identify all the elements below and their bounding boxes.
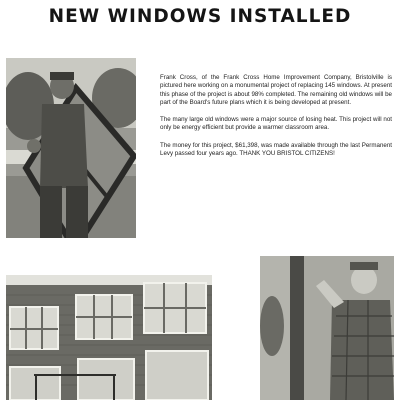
article-paragraph: The money for this project, $61,398, was made available through the last Permanent Levy passed four years ago. THANK YOU BRISTOL CITIZENS!	[160, 141, 392, 158]
photo-school-building	[6, 275, 212, 400]
photo-man-carrying-window	[6, 58, 136, 238]
article-paragraph: Frank Cross, of the Frank Cross Home Improvement Company, Bristolville is pictured here working on a monumental project of replacing 145 windows. At present this phase of the project is about 98% completed. The remaining old windows will be part of the Board's future plans which it is being developed at present.	[160, 74, 392, 106]
article-text	[160, 74, 392, 167]
page-headline: NEW WINDOWS INSTALLED	[48, 6, 352, 27]
photo-man-installing-window	[260, 256, 394, 400]
article-paragraph: The many large old windows were a major source of losing heat. This project will not only be energy efficient but provide a warmer classroom area.	[160, 116, 392, 132]
